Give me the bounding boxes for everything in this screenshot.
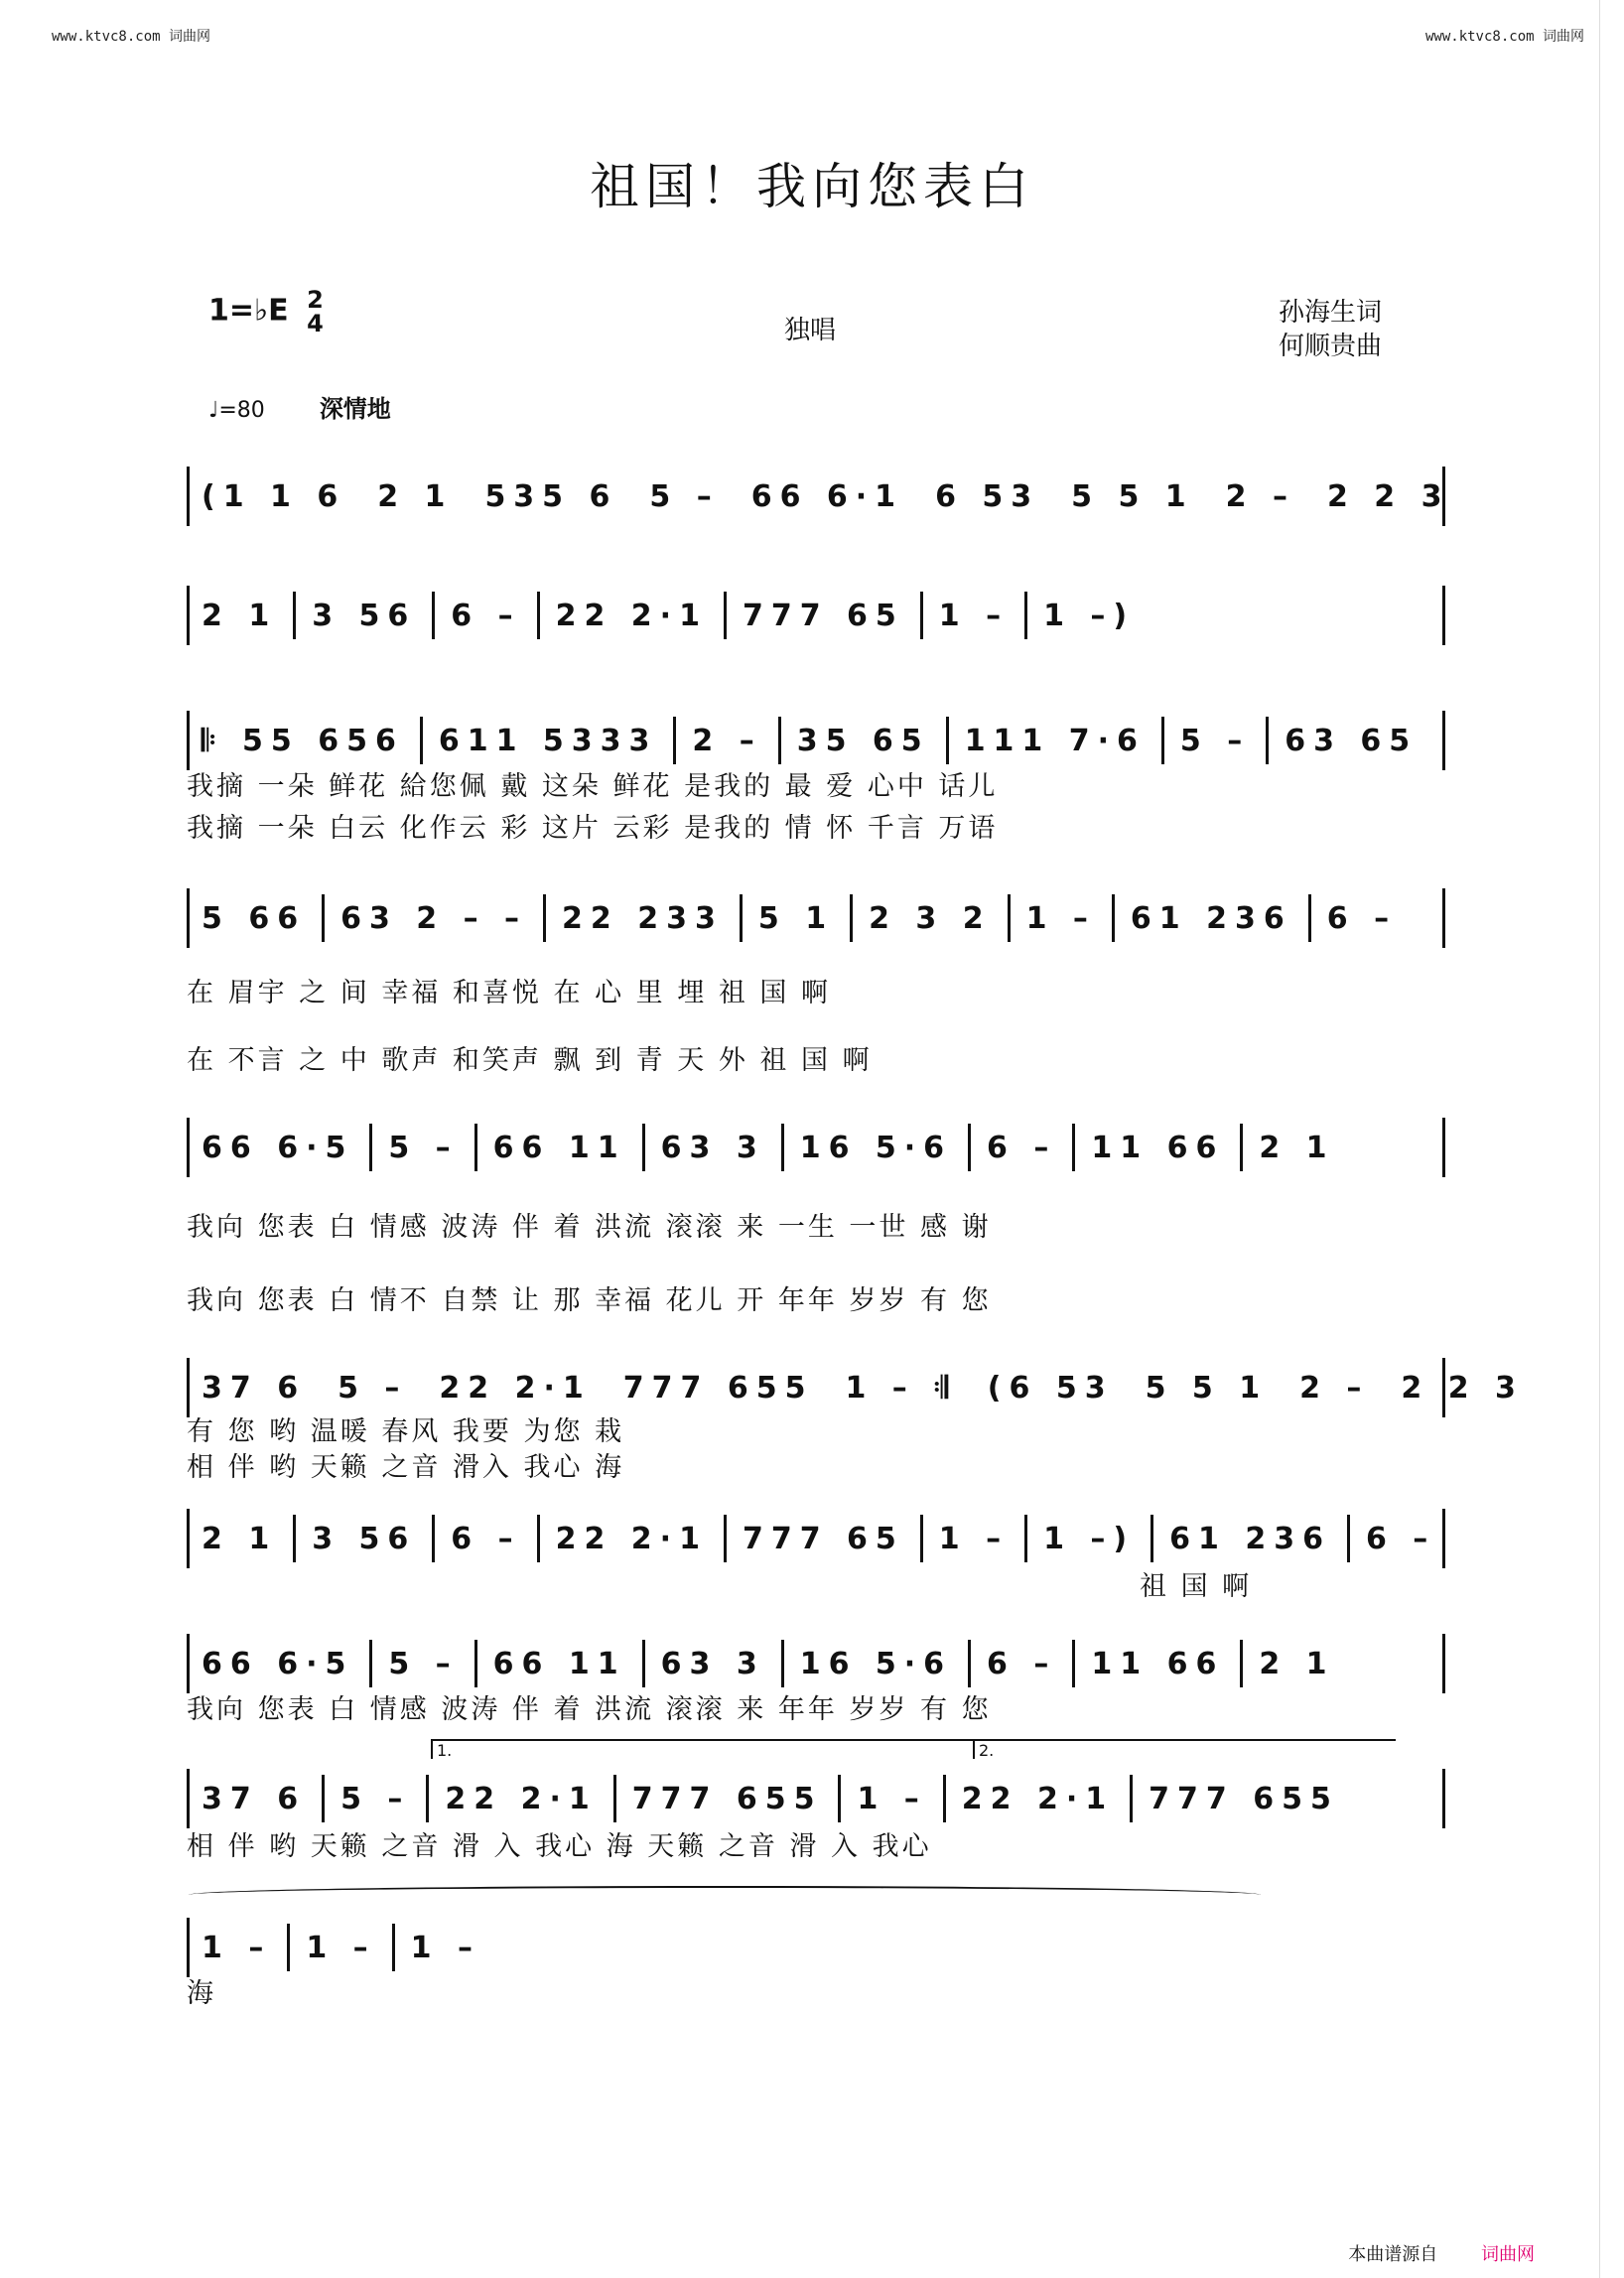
measure: 35 65: [796, 723, 930, 758]
bar-line: [1072, 1640, 1075, 1687]
measure: 3 56: [312, 598, 417, 633]
measure: 777 65: [742, 1521, 904, 1556]
measure: 777 655: [631, 1781, 823, 1816]
side-watermark-strip: [1599, 0, 1624, 2278]
measure: 22 2·1: [555, 598, 708, 633]
bar-line: [946, 717, 949, 764]
measure: 2 1: [1259, 1646, 1335, 1681]
measure: 1 –: [306, 1930, 376, 1965]
footer-source: 本曲谱源自: [1348, 2244, 1438, 2265]
lyric-line: 我向 您表 白 情感 波涛 伴 着 洪流 滚滚 来 年年 岁岁 有 您: [187, 1694, 992, 1725]
measure: 2 1: [202, 1521, 278, 1556]
measure: 5 –: [338, 1370, 408, 1406]
notation-line: [187, 1634, 1445, 1693]
measure: 16 5·6: [799, 1130, 953, 1165]
long-slur: [189, 1886, 1261, 1904]
lyricist: 孙海生词: [1279, 298, 1383, 328]
measure: 22 2·1: [555, 1521, 708, 1556]
lyric-line: 在 不言 之 中 歌声 和笑声 飘 到 青 天 外 祖 国 啊: [187, 1045, 873, 1076]
measure: 2 1: [202, 598, 278, 633]
bar-line: [781, 1124, 784, 1171]
measure: 37 6: [202, 1370, 307, 1406]
bar-line: [474, 1124, 477, 1171]
bar-line: [432, 1515, 435, 1562]
bar-line: [838, 1775, 841, 1822]
notation-line: [187, 467, 1450, 526]
notation-line: [187, 1358, 1524, 1417]
volta-second: 2.: [973, 1739, 1396, 1759]
bar-line: [392, 1924, 395, 1971]
measure: 1 –: [938, 598, 1010, 633]
key-signature: [208, 288, 324, 335]
bar-line: [920, 592, 923, 639]
bar-line: [474, 1640, 477, 1687]
measure: 777 65: [742, 598, 904, 633]
footer: [1348, 2240, 1535, 2266]
measure: 11 66: [1091, 1646, 1225, 1681]
time-signature: [307, 288, 324, 335]
lyric-line: 相 伴 哟 天籁 之音 滑 入 我心 海 天籁 之音 滑 入 我心: [187, 1831, 932, 1862]
tempo-marking: [208, 389, 391, 424]
measure: 1 –: [1025, 900, 1096, 936]
measure: 6 –: [451, 598, 521, 633]
measure: 66 11: [492, 1646, 626, 1681]
measure: 6 53: [935, 478, 1040, 514]
bar-line: [943, 1775, 946, 1822]
bar-line: [673, 717, 676, 764]
bar-line: [968, 1124, 971, 1171]
bar-line: [740, 894, 743, 942]
measure: 1 – 𝄇: [845, 1370, 956, 1406]
notation-line: [187, 586, 1445, 645]
key-text: 1=♭E: [208, 293, 289, 329]
bar-line: [543, 894, 546, 942]
lyric-line: 祖 国 啊: [1140, 1571, 1253, 1602]
bar-line: [1347, 1515, 1350, 1562]
measure: 𝄆 55 656: [202, 723, 404, 758]
measure: 777 655: [1149, 1781, 1339, 1816]
composer: 何顺贵曲: [1279, 332, 1383, 361]
measure: 11 66: [1091, 1130, 1225, 1165]
measure: 6 –: [1326, 900, 1398, 936]
header-left-watermark: www.ktvc8.com 词曲网: [52, 29, 211, 45]
measure: 61 236: [1130, 900, 1292, 936]
bar-line: [537, 1515, 540, 1562]
bar-line: [642, 1124, 645, 1171]
notation-line: [187, 888, 1445, 948]
measure: 2 2 3: [1326, 478, 1450, 514]
measure: 2 1: [1259, 1130, 1335, 1165]
bar-line: [293, 1515, 296, 1562]
bar-line: [426, 1775, 429, 1822]
measure: 1 –): [1043, 1521, 1136, 1556]
bar-line: [920, 1515, 923, 1562]
measure: 5 –: [649, 478, 720, 514]
lyric-line: 在 眉宇 之 间 幸福 和喜悦 在 心 里 埋 祖 国 啊: [187, 978, 831, 1008]
tempo-mark: ♩=80: [208, 398, 265, 423]
bar-line: [1240, 1124, 1243, 1171]
measure: 1 –: [410, 1930, 480, 1965]
lyric-line: 相 伴 哟 天籁 之音 滑入 我心 海: [187, 1452, 625, 1483]
measure: 63 65: [1285, 723, 1419, 758]
measure: 63 2 – –: [340, 900, 528, 936]
bar-line: [1112, 894, 1115, 942]
measure: 777 655: [622, 1370, 814, 1406]
bar-line: [293, 592, 296, 639]
lyric-line: 有 您 哟 温暖 春风 我要 为您 栽: [187, 1416, 625, 1447]
measure: 5 5 1: [1071, 478, 1194, 514]
expression-mark: 深情地: [319, 395, 391, 423]
page-title: 祖国！我向您表白: [590, 158, 1034, 215]
bar-line: [1308, 894, 1311, 942]
measure: 66 6·5: [202, 1130, 354, 1165]
bar-line: [1008, 894, 1011, 942]
measure: 5 5 1: [1145, 1370, 1269, 1406]
bar-line: [613, 1775, 616, 1822]
bar-line: [724, 1515, 727, 1562]
measure: 66 11: [492, 1130, 626, 1165]
notation-line: [187, 1769, 1445, 1828]
measure: 111 7·6: [964, 723, 1146, 758]
bar-line: [1240, 1640, 1243, 1687]
measure: 5 –: [388, 1646, 459, 1681]
measure: 16 5·6: [799, 1646, 953, 1681]
bar-line: [432, 592, 435, 639]
bar-line: [724, 592, 727, 639]
measure: 2 –: [1299, 1370, 1370, 1406]
measure: 2 1: [377, 478, 454, 514]
bar-line: [322, 1775, 325, 1822]
measure: 1 –: [857, 1781, 927, 1816]
bar-line: [1072, 1124, 1075, 1171]
measure: 535 6: [484, 478, 618, 514]
bar-line: [537, 592, 540, 639]
bar-line: [1130, 1775, 1133, 1822]
bar-line: [287, 1924, 290, 1971]
measure: 1 –): [1043, 598, 1136, 633]
measure: 61 236: [1169, 1521, 1331, 1556]
notation-line: [187, 1509, 1445, 1568]
measure: 1 –: [938, 1521, 1010, 1556]
measure: 5 –: [340, 1781, 411, 1816]
measure: 2 3 2: [869, 900, 992, 936]
measure: 2 –: [1225, 478, 1295, 514]
header-right-watermark: www.ktvc8.com 词曲网: [1424, 29, 1584, 45]
bar-line: [968, 1640, 971, 1687]
bar-line: [778, 717, 781, 764]
measure: 22 2·1: [961, 1781, 1115, 1816]
lyric-line: 我摘 一朵 鲜花 給您佩 戴 这朵 鲜花 是我的 最 爱 心中 话儿: [187, 771, 999, 802]
measure: 22 2·1: [445, 1781, 598, 1816]
bar-line: [1150, 1515, 1153, 1562]
bar-line: [1024, 592, 1027, 639]
bar-line: [1161, 717, 1164, 764]
bar-line: [781, 1640, 784, 1687]
lyric-line: 海: [187, 1978, 216, 2009]
measure: 5 1: [757, 900, 835, 936]
measure: 63 3: [660, 1130, 765, 1165]
measure: 63 3: [660, 1646, 765, 1681]
performance-mode: 独唱: [784, 316, 837, 345]
bar-line: [642, 1640, 645, 1687]
measure: (1 1 6: [202, 478, 346, 514]
lyric-line: 我向 您表 白 情感 波涛 伴 着 洪流 滚滚 来 一生 一世 感 谢: [187, 1212, 992, 1243]
bar-line: [369, 1640, 372, 1687]
meter-top: 2: [307, 286, 324, 314]
measure: 611 5333: [438, 723, 658, 758]
measure: 6 –: [987, 1646, 1057, 1681]
measure: 5 –: [1179, 723, 1251, 758]
measure: 5 –: [388, 1130, 459, 1165]
measure: 37 6: [202, 1781, 307, 1816]
bar-line: [850, 894, 853, 942]
lyric-line: 我摘 一朵 白云 化作云 彩 这片 云彩 是我的 情 怀 千言 万语: [187, 813, 999, 844]
bar-line: [1024, 1515, 1027, 1562]
meter-bottom: 4: [307, 310, 324, 337]
measure: 6 –: [451, 1521, 521, 1556]
measure: 66 6·5: [202, 1646, 354, 1681]
notation-line: [187, 1918, 1445, 1977]
bar-line: [420, 717, 423, 764]
notation-line: [187, 1118, 1445, 1177]
lyric-line: 我向 您表 白 情不 自禁 让 那 幸福 花儿 开 年年 岁岁 有 您: [187, 1285, 992, 1316]
notation-line: [187, 711, 1445, 770]
credits: [1279, 296, 1382, 363]
measure: 6 –: [987, 1130, 1057, 1165]
bar-line: [369, 1124, 372, 1171]
measure: 3 56: [312, 1521, 417, 1556]
volta-first: 1.: [431, 1739, 973, 1759]
measure: 6 –: [1365, 1521, 1436, 1556]
bar-line: [322, 894, 325, 942]
measure: 1 –: [202, 1930, 272, 1965]
measure: 22 2·1: [439, 1370, 592, 1406]
measure: 66 6·1: [750, 478, 904, 514]
measure: 2 –: [692, 723, 762, 758]
measure: 22 233: [562, 900, 724, 936]
measure: (6 53: [987, 1370, 1114, 1406]
measure: 5 66: [202, 900, 307, 936]
bar-line: [1266, 717, 1269, 764]
footer-brand: 词曲网: [1481, 2244, 1535, 2265]
measure: 2 2 3: [1401, 1370, 1524, 1406]
